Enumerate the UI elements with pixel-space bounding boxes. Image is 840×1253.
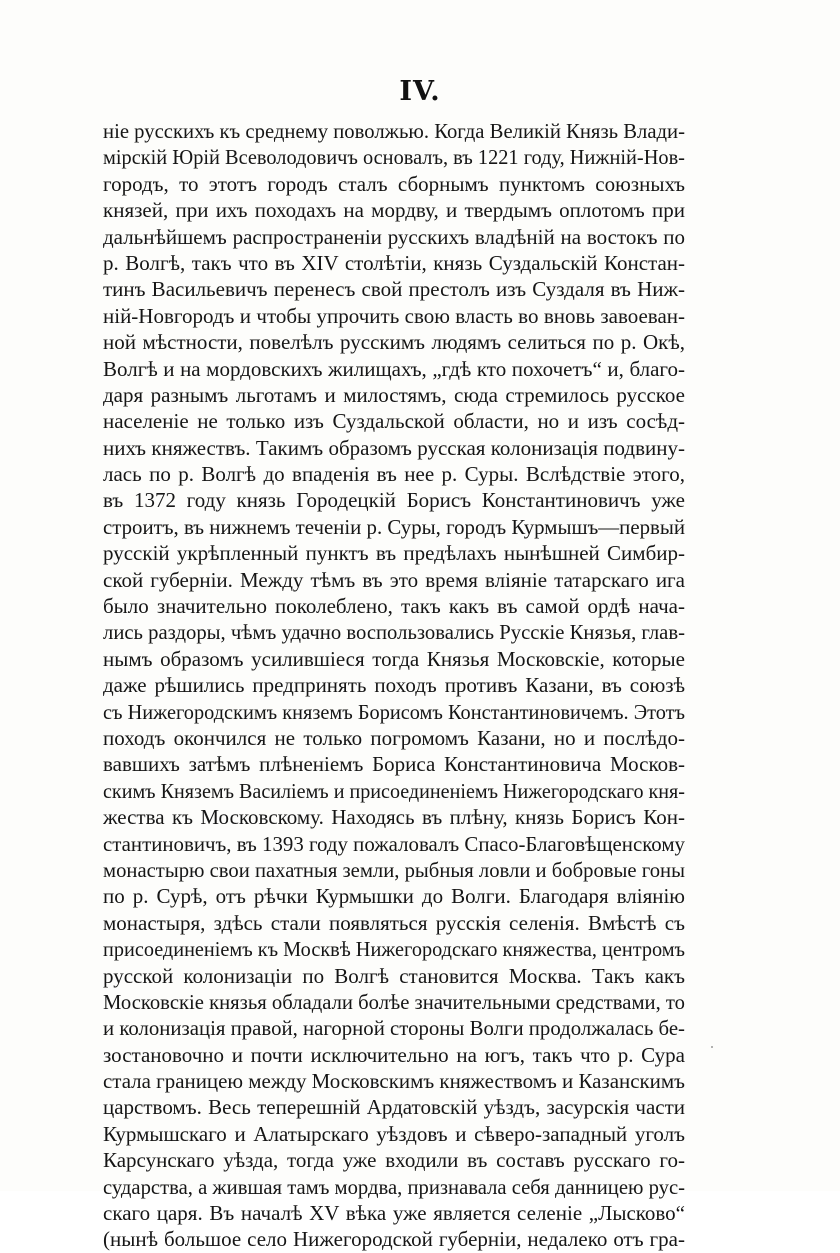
text-line: русскій укрѣпленный пунктъ въ предѣлахъ нынѣшней Симбир- (103, 541, 685, 566)
text-line: Курмышскаго и Алатырскаго уѣздовъ и сѣверо-западный уголъ (103, 1121, 685, 1146)
text-line: походъ окончился не только погромомъ Казани, но и послѣдо- (103, 725, 685, 750)
text-line: р. Волгѣ, такъ что въ XIV столѣтіи, князь Суздальскій Констан- (103, 250, 685, 275)
text-line: ной мѣстности, повелѣлъ русскимъ людямъ селиться по р. Окѣ, (103, 330, 685, 355)
text-line: въ 1372 году князь Городецкій Борисъ Константиновичъ уже (103, 488, 685, 513)
text-line: ской губерніи. Между тѣмъ въ это время вліяніе татарскаго ига (103, 567, 685, 592)
text-line: (нынѣ большое село Нижегородской губерніи, недалеко отъ гра- (103, 1227, 685, 1252)
text-line: тинъ Васильевичъ перенесъ свой престолъ изъ Суздаля въ Ниж- (103, 277, 685, 302)
text-line: Карсунскаго уѣзда, тогда уже входили въ составъ русскаго го- (103, 1148, 685, 1173)
text-line: скимъ Княземъ Василіемъ и присоединеніемъ Нижегородскаго кня- (103, 778, 685, 803)
text-line: населеніе не только изъ Суздальской области, но и изъ сосѣд- (103, 409, 685, 434)
text-line: Московскіе князья обладали болѣе значительными средствами, то (103, 989, 685, 1014)
text-line: и колонизація правой, нагорной стороны Волги продолжалась бе- (103, 1016, 685, 1041)
text-line: ній-Новгородъ и чтобы упрочить свою власть во вновь завоеван- (103, 303, 685, 328)
text-line: даже рѣшились предпринять походъ противъ Казани, въ союзѣ (103, 673, 685, 698)
text-line: нымъ образомъ усилившіеся тогда Князья Московскіе, которые (103, 646, 685, 671)
text-line: зостановочно и почти исключительно на югъ, такъ что р. Сура (103, 1042, 685, 1067)
text-line: ніе русскихъ къ среднему поволжью. Когда Великій Князь Влади- (103, 119, 685, 143)
scan-speck (711, 1046, 713, 1048)
text-line: присоединеніемъ къ Москвѣ Нижегородскаго княжества, центромъ (103, 937, 685, 962)
text-line: по р. Сурѣ, отъ рѣчки Курмышки до Волги. Благодаря вліянію (103, 884, 685, 909)
text-line: стала границею между Московскимъ княжествомъ и Казанскимъ (103, 1069, 685, 1094)
text-line: монастыря, здѣсь стали появляться русскія селенія. Вмѣстѣ съ (103, 910, 685, 935)
text-line: мірскій Юрій Всеволодовичъ основалъ, въ 1221 году, Нижній-Нов- (103, 145, 685, 170)
text-line: стантиновичъ, въ 1393 году пожаловалъ Спасо-Благовѣщенскому (103, 831, 685, 856)
text-line: было значительно поколеблено, такъ какъ въ самой ордѣ нача- (103, 594, 685, 619)
text-line: сударства, а жившая тамъ мордва, признавала себя данницею рус- (103, 1174, 685, 1199)
text-line: Волгѣ и на мордовскихъ жилищахъ, „гдѣ кто похочетъ“ и, благо- (103, 356, 685, 381)
text-line: скаго царя. Въ началѣ XV вѣка уже является селеніе „Лысково“ (103, 1201, 685, 1226)
text-line: лась по р. Волгѣ до впаденія въ нее р. Суры. Вслѣдствіе этого, (103, 462, 685, 487)
text-line: русской колонизаціи по Волгѣ становится Москва. Такъ какъ (103, 963, 685, 988)
text-line: лись раздоры, чѣмъ удачно воспользовались Русскіе Князья, глав- (103, 620, 685, 645)
text-line: дальнѣйшемъ распространеніи русскихъ владѣній на востокъ по (103, 224, 685, 249)
text-line: жества къ Московскому. Находясь въ плѣну, князь Борисъ Кон- (103, 805, 685, 830)
text-line: строитъ, въ нижнемъ теченіи р. Суры, городъ Курмышъ—первый (103, 514, 685, 539)
text-line: нихъ княжествъ. Такимъ образомъ русская колонизація подвину- (103, 435, 685, 460)
body-text (103, 118, 685, 1253)
text-line: даря разнымъ льготамъ и милостямъ, сюда стремилось русское (103, 382, 685, 407)
text-line: вавшихъ затѣмъ плѣненіемъ Бориса Константиновича Москов- (103, 752, 685, 777)
text-line: князей, при ихъ походахъ на мордву, и твердымъ оплотомъ при (103, 198, 685, 223)
text-line: городъ, то этотъ городъ сталъ сборнымъ пунктомъ союзныхъ (103, 171, 685, 196)
text-line: съ Нижегородскимъ княземъ Борисомъ Константиновичемъ. Этотъ (103, 699, 685, 724)
text-line: царствомъ. Весь теперешній Ардатовскій уѣздъ, засурскія части (103, 1095, 685, 1120)
page-number: IV. (399, 76, 441, 107)
text-line: монастырю свои пахатныя земли, рыбныя ловли и бобровые гоны (103, 857, 685, 882)
